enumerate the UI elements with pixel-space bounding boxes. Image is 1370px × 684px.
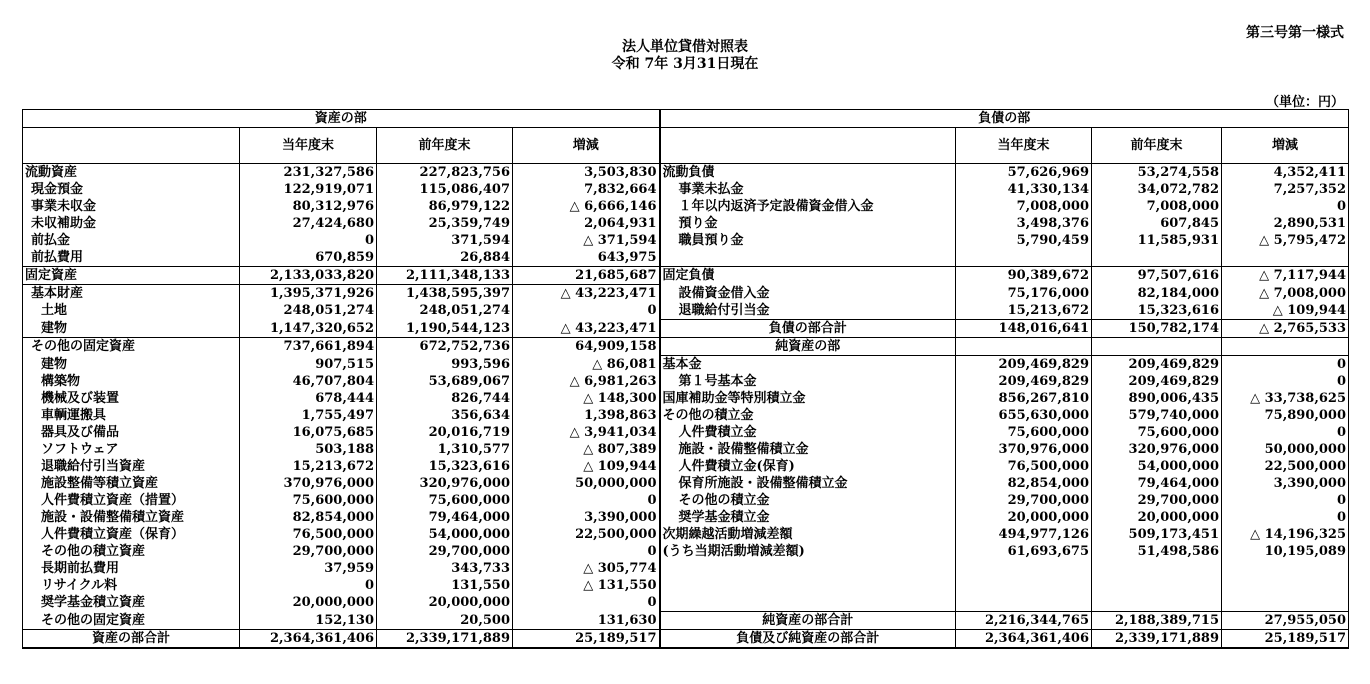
asset-current-cell: 27,424,680 xyxy=(240,215,377,232)
liability-current-cell xyxy=(956,594,1092,612)
liabilities-net-assets-total-prior-cell: 2,339,171,889 xyxy=(1092,630,1222,649)
liability-current-cell: 41,330,134 xyxy=(956,181,1092,198)
liability-change-cell: 7,257,352 xyxy=(1222,181,1349,198)
asset-item-cell: 人件費積立資産（措置） xyxy=(23,492,240,509)
liability-item-cell: 職員預り金 xyxy=(660,232,956,249)
liability-prior-cell: 20,000,000 xyxy=(1092,509,1222,526)
liability-current-cell: 856,267,810 xyxy=(956,390,1092,407)
liability-change-cell: 3,390,000 xyxy=(1222,475,1349,492)
liability-item-cell: 退職給付引当金 xyxy=(660,302,956,320)
asset-item-cell: 器具及び備品 xyxy=(23,424,240,441)
liability-change-cell: △ 7,117,944 xyxy=(1222,267,1349,285)
asset-prior-cell: 248,051,274 xyxy=(377,302,513,320)
asset-change-cell: 1,398,863 xyxy=(513,407,660,424)
liability-item-cell xyxy=(660,577,956,594)
table-row xyxy=(23,509,1349,526)
asset-prior-cell: 25,359,749 xyxy=(377,215,513,232)
liabilities-current-header: 当年度末 xyxy=(956,128,1092,164)
assets-total-current-cell: 2,364,361,406 xyxy=(240,630,377,649)
liability-change-cell: 75,890,000 xyxy=(1222,407,1349,424)
liability-change-cell xyxy=(1222,577,1349,594)
liability-current-cell: 2,216,344,765 xyxy=(956,612,1092,630)
liability-change-cell: △ 7,008,000 xyxy=(1222,285,1349,303)
liability-prior-cell: 54,000,000 xyxy=(1092,458,1222,475)
asset-prior-cell: 115,086,407 xyxy=(377,181,513,198)
asset-current-cell: 370,976,000 xyxy=(240,475,377,492)
liability-item-cell: 保育所施設・設備整備積立金 xyxy=(660,475,956,492)
asset-change-cell: 3,503,830 xyxy=(513,164,660,182)
liability-change-cell: △ 33,738,625 xyxy=(1222,390,1349,407)
liabilities-item-header xyxy=(660,128,956,164)
unit-label: （単位：円） xyxy=(1265,95,1344,110)
liability-change-cell: 0 xyxy=(1222,509,1349,526)
asset-prior-cell: 1,438,595,397 xyxy=(377,285,513,303)
asset-change-cell: 131,630 xyxy=(513,612,660,630)
asset-change-cell: 7,832,664 xyxy=(513,181,660,198)
asset-prior-cell: 227,823,756 xyxy=(377,164,513,182)
balance-sheet-table xyxy=(22,109,1349,649)
liability-current-cell: 494,977,126 xyxy=(956,526,1092,543)
table-row xyxy=(23,215,1349,232)
asset-current-cell: 1,147,320,652 xyxy=(240,320,377,338)
liability-change-cell: 0 xyxy=(1222,198,1349,215)
table-row xyxy=(23,181,1349,198)
table-row xyxy=(23,424,1349,441)
liability-item-cell: その他の積立金 xyxy=(660,407,956,424)
table-row xyxy=(23,373,1349,390)
asset-prior-cell: 54,000,000 xyxy=(377,526,513,543)
liability-prior-cell: 509,173,451 xyxy=(1092,526,1222,543)
asset-current-cell: 20,000,000 xyxy=(240,594,377,612)
liability-item-cell: 人件費積立金 xyxy=(660,424,956,441)
asset-current-cell: 122,919,071 xyxy=(240,181,377,198)
asset-current-cell: 2,133,033,820 xyxy=(240,267,377,285)
liability-current-cell: 7,008,000 xyxy=(956,198,1092,215)
liability-current-cell: 57,626,969 xyxy=(956,164,1092,182)
liability-prior-cell: 15,323,616 xyxy=(1092,302,1222,320)
liability-change-cell xyxy=(1222,338,1349,356)
liability-current-cell: 76,500,000 xyxy=(956,458,1092,475)
liability-change-cell xyxy=(1222,249,1349,267)
liability-item-cell: 基本金 xyxy=(660,356,956,374)
asset-change-cell: △ 131,550 xyxy=(513,577,660,594)
asset-item-cell: 構築物 xyxy=(23,373,240,390)
liability-item-cell: 純資産の部合計 xyxy=(660,612,956,630)
asset-item-cell: 奨学基金積立資産 xyxy=(23,594,240,612)
liability-current-cell: 75,600,000 xyxy=(956,424,1092,441)
liability-item-cell: 設備資金借入金 xyxy=(660,285,956,303)
liability-current-cell xyxy=(956,577,1092,594)
liability-item-cell xyxy=(660,560,956,577)
asset-change-cell: 64,909,158 xyxy=(513,338,660,356)
asset-change-cell: △ 305,774 xyxy=(513,560,660,577)
liability-prior-cell: 51,498,586 xyxy=(1092,543,1222,560)
asset-current-cell: 82,854,000 xyxy=(240,509,377,526)
asset-change-cell: 50,000,000 xyxy=(513,475,660,492)
table-row xyxy=(23,612,1349,630)
asset-item-cell: 事業未収金 xyxy=(23,198,240,215)
liability-prior-cell xyxy=(1092,577,1222,594)
liability-item-cell: 人件費積立金(保育) xyxy=(660,458,956,475)
asset-item-cell: 施設・設備整備積立資産 xyxy=(23,509,240,526)
asset-item-cell: 土地 xyxy=(23,302,240,320)
liability-current-cell: 15,213,672 xyxy=(956,302,1092,320)
table-row xyxy=(23,458,1349,475)
asset-prior-cell: 29,700,000 xyxy=(377,543,513,560)
liability-prior-cell xyxy=(1092,338,1222,356)
table-row xyxy=(23,594,1349,612)
liability-current-cell xyxy=(956,560,1092,577)
liability-prior-cell: 82,184,000 xyxy=(1092,285,1222,303)
asset-item-cell: 現金預金 xyxy=(23,181,240,198)
liability-prior-cell: 11,585,931 xyxy=(1092,232,1222,249)
liability-item-cell: 次期繰越活動増減差額 xyxy=(660,526,956,543)
liability-prior-cell: 579,740,000 xyxy=(1092,407,1222,424)
liability-prior-cell: 29,700,000 xyxy=(1092,492,1222,509)
asset-current-cell: 503,188 xyxy=(240,441,377,458)
asset-current-cell: 231,327,586 xyxy=(240,164,377,182)
asset-item-cell: その他の固定資産 xyxy=(23,612,240,630)
table-row xyxy=(23,475,1349,492)
asset-prior-cell: 79,464,000 xyxy=(377,509,513,526)
table-row xyxy=(23,320,1349,338)
asset-change-cell: △ 6,666,146 xyxy=(513,198,660,215)
asset-item-cell: 未収補助金 xyxy=(23,215,240,232)
liability-item-cell xyxy=(660,249,956,267)
asset-item-cell: 前払金 xyxy=(23,232,240,249)
liability-change-cell: 50,000,000 xyxy=(1222,441,1349,458)
asset-item-cell: 人件費積立資産（保育） xyxy=(23,526,240,543)
asset-change-cell: △ 148,300 xyxy=(513,390,660,407)
asset-change-cell: △ 43,223,471 xyxy=(513,285,660,303)
liability-prior-cell xyxy=(1092,594,1222,612)
asset-current-cell: 1,395,371,926 xyxy=(240,285,377,303)
assets-total-change-cell: 25,189,517 xyxy=(513,630,660,649)
liability-change-cell: 22,500,000 xyxy=(1222,458,1349,475)
liability-change-cell: △ 14,196,325 xyxy=(1222,526,1349,543)
section-header-row xyxy=(23,110,1349,128)
table-row xyxy=(23,285,1349,303)
table-row xyxy=(23,164,1349,182)
report-date: 令和 7年 3月31日現在 xyxy=(611,56,759,72)
liability-current-cell: 61,693,675 xyxy=(956,543,1092,560)
asset-item-cell: 退職給付引当資産 xyxy=(23,458,240,475)
report-title: 法人単位貸借対照表 xyxy=(622,39,748,55)
asset-current-cell: 75,600,000 xyxy=(240,492,377,509)
liability-change-cell: △ 2,765,533 xyxy=(1222,320,1349,338)
asset-prior-cell: 672,752,736 xyxy=(377,338,513,356)
asset-change-cell: 0 xyxy=(513,492,660,509)
asset-prior-cell: 75,600,000 xyxy=(377,492,513,509)
liability-change-cell: 0 xyxy=(1222,373,1349,390)
asset-change-cell: 0 xyxy=(513,543,660,560)
asset-change-cell: 21,685,687 xyxy=(513,267,660,285)
liability-current-cell: 20,000,000 xyxy=(956,509,1092,526)
liability-change-cell: 0 xyxy=(1222,492,1349,509)
asset-prior-cell: 371,594 xyxy=(377,232,513,249)
asset-change-cell: 2,064,931 xyxy=(513,215,660,232)
liability-change-cell xyxy=(1222,560,1349,577)
liabilities-net-assets-total-item-cell: 負債及び純資産の部合計 xyxy=(660,630,956,649)
asset-change-cell: 643,975 xyxy=(513,249,660,267)
asset-prior-cell: 1,310,577 xyxy=(377,441,513,458)
liability-current-cell: 209,469,829 xyxy=(956,356,1092,374)
liability-prior-cell: 53,274,558 xyxy=(1092,164,1222,182)
asset-change-cell: 0 xyxy=(513,594,660,612)
liability-item-cell xyxy=(660,594,956,612)
liability-current-cell xyxy=(956,338,1092,356)
liability-prior-cell: 79,464,000 xyxy=(1092,475,1222,492)
asset-item-cell: 建物 xyxy=(23,356,240,374)
asset-prior-cell: 826,744 xyxy=(377,390,513,407)
assets-change-header: 増減 xyxy=(513,128,660,164)
assets-total-item-cell: 資産の部合計 xyxy=(23,630,240,649)
liability-prior-cell xyxy=(1092,560,1222,577)
table-row xyxy=(23,249,1349,267)
liability-current-cell: 5,790,459 xyxy=(956,232,1092,249)
asset-current-cell: 152,130 xyxy=(240,612,377,630)
asset-change-cell: △ 3,941,034 xyxy=(513,424,660,441)
asset-current-cell: 80,312,976 xyxy=(240,198,377,215)
liability-item-cell: 奨学基金積立金 xyxy=(660,509,956,526)
liability-prior-cell: 607,845 xyxy=(1092,215,1222,232)
liability-item-cell: 流動負債 xyxy=(660,164,956,182)
liability-item-cell: 負債の部合計 xyxy=(660,320,956,338)
asset-prior-cell: 15,323,616 xyxy=(377,458,513,475)
asset-current-cell: 0 xyxy=(240,232,377,249)
liability-current-cell: 75,176,000 xyxy=(956,285,1092,303)
asset-prior-cell: 2,111,348,133 xyxy=(377,267,513,285)
liability-item-cell: 施設・設備整備積立金 xyxy=(660,441,956,458)
liability-item-cell: その他の積立金 xyxy=(660,492,956,509)
liability-change-cell: 10,195,089 xyxy=(1222,543,1349,560)
liability-current-cell: 148,016,641 xyxy=(956,320,1092,338)
liability-current-cell: 82,854,000 xyxy=(956,475,1092,492)
asset-change-cell: 3,390,000 xyxy=(513,509,660,526)
asset-prior-cell: 356,634 xyxy=(377,407,513,424)
asset-current-cell: 907,515 xyxy=(240,356,377,374)
asset-item-cell: 固定資産 xyxy=(23,267,240,285)
assets-item-header xyxy=(23,128,240,164)
asset-change-cell: 0 xyxy=(513,302,660,320)
asset-current-cell: 248,051,274 xyxy=(240,302,377,320)
asset-change-cell: △ 371,594 xyxy=(513,232,660,249)
liability-item-cell: 純資産の部 xyxy=(660,338,956,356)
asset-item-cell: その他の固定資産 xyxy=(23,338,240,356)
asset-prior-cell: 320,976,000 xyxy=(377,475,513,492)
table-row xyxy=(23,577,1349,594)
liabilities-section-header: 負債の部 xyxy=(660,110,1349,128)
asset-prior-cell: 993,596 xyxy=(377,356,513,374)
asset-current-cell: 46,707,804 xyxy=(240,373,377,390)
table-row xyxy=(23,302,1349,320)
liability-change-cell: 2,890,531 xyxy=(1222,215,1349,232)
liability-prior-cell: 97,507,616 xyxy=(1092,267,1222,285)
assets-section-header: 資産の部 xyxy=(23,110,660,128)
liability-prior-cell: 2,188,389,715 xyxy=(1092,612,1222,630)
asset-current-cell: 29,700,000 xyxy=(240,543,377,560)
liability-change-cell: 27,955,050 xyxy=(1222,612,1349,630)
liability-prior-cell: 209,469,829 xyxy=(1092,373,1222,390)
liability-prior-cell: 209,469,829 xyxy=(1092,356,1222,374)
liabilities-net-assets-total-current-cell: 2,364,361,406 xyxy=(956,630,1092,649)
assets-current-header: 当年度末 xyxy=(240,128,377,164)
table-row xyxy=(23,198,1349,215)
liability-item-cell: 国庫補助金等特別積立金 xyxy=(660,390,956,407)
asset-item-cell: リサイクル料 xyxy=(23,577,240,594)
liability-prior-cell: 34,072,782 xyxy=(1092,181,1222,198)
liability-item-cell: 第１号基本金 xyxy=(660,373,956,390)
report-title-block xyxy=(0,39,1370,73)
table-row xyxy=(23,338,1349,356)
liability-current-cell: 655,630,000 xyxy=(956,407,1092,424)
asset-prior-cell: 20,000,000 xyxy=(377,594,513,612)
asset-item-cell: その他の積立資産 xyxy=(23,543,240,560)
asset-prior-cell: 20,016,719 xyxy=(377,424,513,441)
liability-prior-cell xyxy=(1092,249,1222,267)
column-header-row xyxy=(23,128,1349,164)
asset-current-cell: 1,755,497 xyxy=(240,407,377,424)
liability-prior-cell: 150,782,174 xyxy=(1092,320,1222,338)
asset-prior-cell: 1,190,544,123 xyxy=(377,320,513,338)
liabilities-change-header: 増減 xyxy=(1222,128,1349,164)
asset-current-cell: 737,661,894 xyxy=(240,338,377,356)
assets-total-prior-cell: 2,339,171,889 xyxy=(377,630,513,649)
asset-current-cell: 16,075,685 xyxy=(240,424,377,441)
table-row xyxy=(23,441,1349,458)
asset-current-cell: 37,959 xyxy=(240,560,377,577)
asset-change-cell: △ 6,981,263 xyxy=(513,373,660,390)
liability-prior-cell: 7,008,000 xyxy=(1092,198,1222,215)
asset-change-cell: △ 807,389 xyxy=(513,441,660,458)
asset-item-cell: 施設整備等積立資産 xyxy=(23,475,240,492)
liability-change-cell: 0 xyxy=(1222,356,1349,374)
liability-current-cell: 90,389,672 xyxy=(956,267,1092,285)
asset-item-cell: 基本財産 xyxy=(23,285,240,303)
asset-item-cell: 流動資産 xyxy=(23,164,240,182)
asset-prior-cell: 53,689,067 xyxy=(377,373,513,390)
asset-change-cell: 22,500,000 xyxy=(513,526,660,543)
liabilities-net-assets-total-change-cell: 25,189,517 xyxy=(1222,630,1349,649)
asset-prior-cell: 131,550 xyxy=(377,577,513,594)
asset-change-cell: △ 86,081 xyxy=(513,356,660,374)
asset-current-cell: 678,444 xyxy=(240,390,377,407)
asset-prior-cell: 86,979,122 xyxy=(377,198,513,215)
liability-current-cell: 209,469,829 xyxy=(956,373,1092,390)
liability-prior-cell: 890,006,435 xyxy=(1092,390,1222,407)
liability-current-cell xyxy=(956,249,1092,267)
totals-row xyxy=(23,630,1349,649)
asset-item-cell: 建物 xyxy=(23,320,240,338)
liability-current-cell: 29,700,000 xyxy=(956,492,1092,509)
liability-item-cell: 預り金 xyxy=(660,215,956,232)
asset-item-cell: 前払費用 xyxy=(23,249,240,267)
liability-item-cell: (うち当期活動増減差額) xyxy=(660,543,956,560)
table-row xyxy=(23,560,1349,577)
asset-item-cell: ソフトウェア xyxy=(23,441,240,458)
asset-prior-cell: 26,884 xyxy=(377,249,513,267)
table-row xyxy=(23,407,1349,424)
liability-item-cell: 事業未払金 xyxy=(660,181,956,198)
table-row xyxy=(23,267,1349,285)
liability-change-cell xyxy=(1222,594,1349,612)
asset-item-cell: 車輌運搬具 xyxy=(23,407,240,424)
asset-prior-cell: 20,500 xyxy=(377,612,513,630)
asset-change-cell: △ 109,944 xyxy=(513,458,660,475)
liability-current-cell: 370,976,000 xyxy=(956,441,1092,458)
asset-current-cell: 15,213,672 xyxy=(240,458,377,475)
table-row xyxy=(23,526,1349,543)
table-row xyxy=(23,390,1349,407)
liability-change-cell: △ 5,795,472 xyxy=(1222,232,1349,249)
form-number: 第三号第一様式 xyxy=(1246,25,1344,41)
table-row xyxy=(23,492,1349,509)
liability-current-cell: 3,498,376 xyxy=(956,215,1092,232)
asset-current-cell: 0 xyxy=(240,577,377,594)
assets-prior-header: 前年度末 xyxy=(377,128,513,164)
table-row xyxy=(23,232,1349,249)
asset-item-cell: 機械及び装置 xyxy=(23,390,240,407)
liability-change-cell: △ 109,944 xyxy=(1222,302,1349,320)
liability-prior-cell: 320,976,000 xyxy=(1092,441,1222,458)
asset-current-cell: 76,500,000 xyxy=(240,526,377,543)
asset-prior-cell: 343,733 xyxy=(377,560,513,577)
liabilities-prior-header: 前年度末 xyxy=(1092,128,1222,164)
asset-change-cell: △ 43,223,471 xyxy=(513,320,660,338)
liability-prior-cell: 75,600,000 xyxy=(1092,424,1222,441)
asset-item-cell: 長期前払費用 xyxy=(23,560,240,577)
liability-item-cell: 固定負債 xyxy=(660,267,956,285)
table-row xyxy=(23,543,1349,560)
liability-change-cell: 4,352,411 xyxy=(1222,164,1349,182)
asset-current-cell: 670,859 xyxy=(240,249,377,267)
liability-change-cell: 0 xyxy=(1222,424,1349,441)
liability-item-cell: １年以内返済予定設備資金借入金 xyxy=(660,198,956,215)
table-row xyxy=(23,356,1349,374)
